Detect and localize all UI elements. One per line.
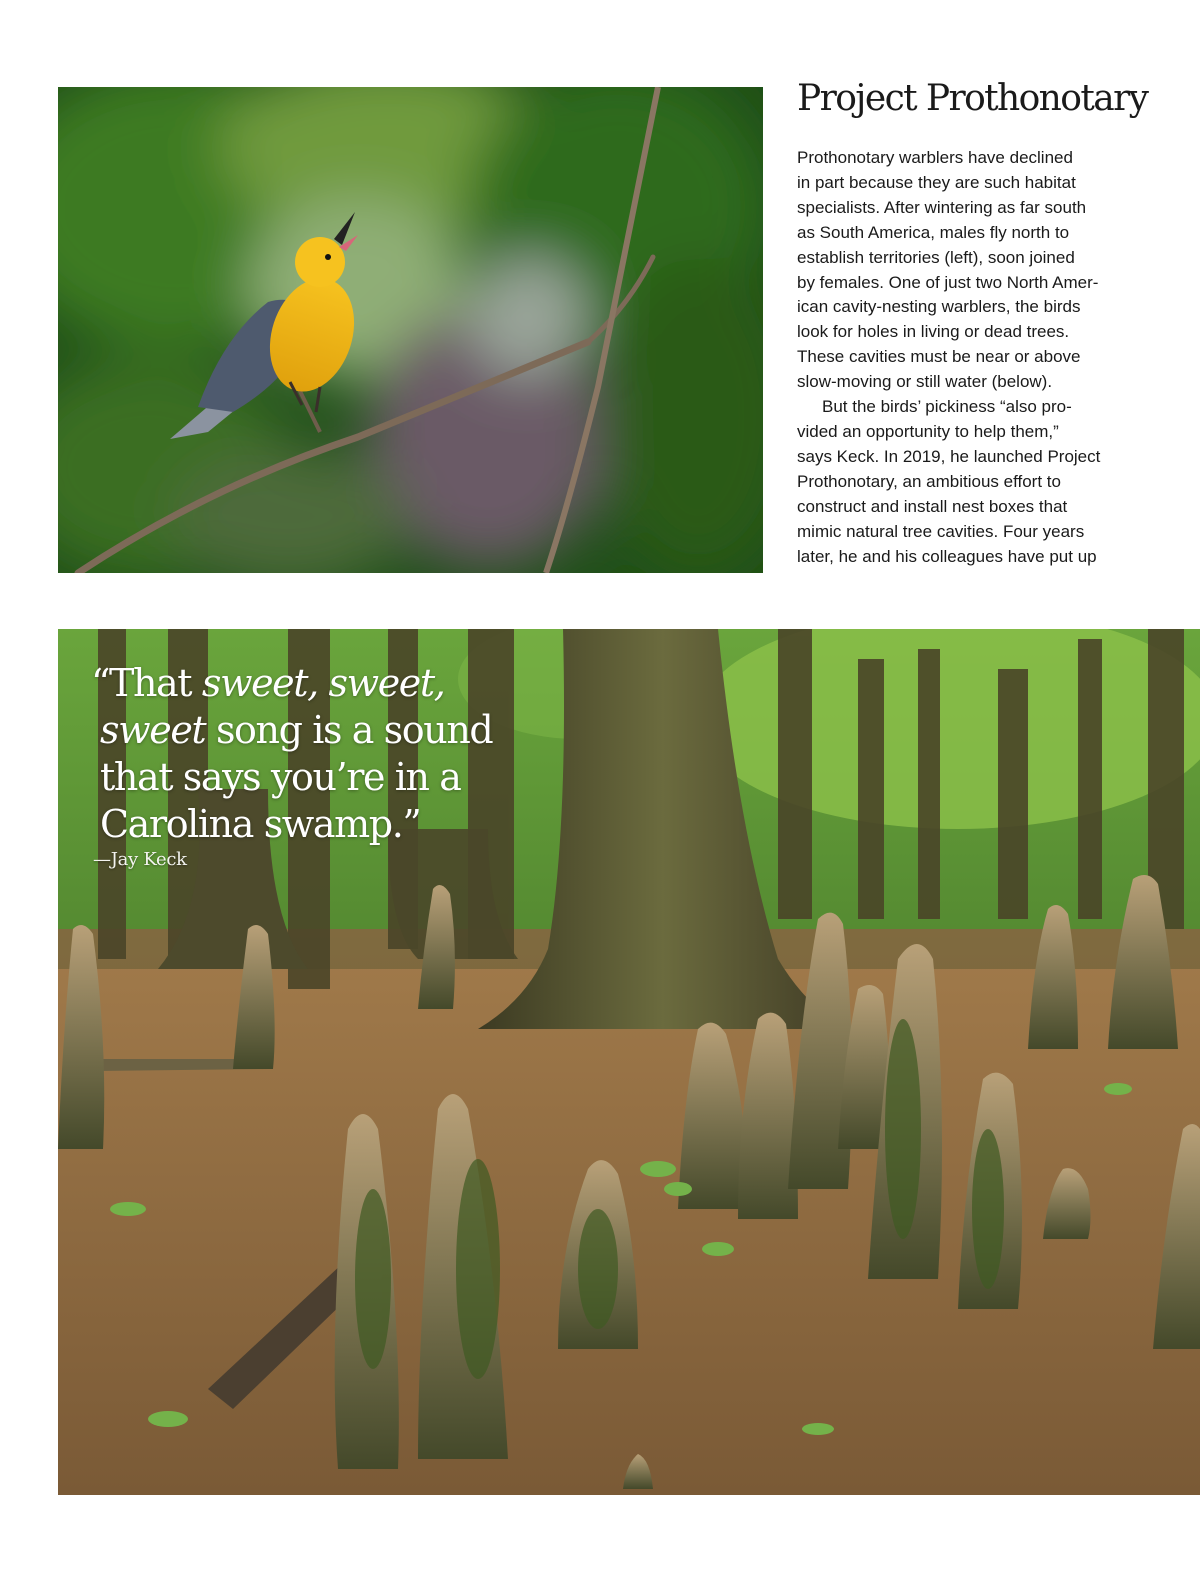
body-line: as South America, males fly north to <box>797 222 1070 242</box>
body-line: But the birds’ pickiness “also pro- <box>822 397 1072 417</box>
body-line: ican cavity-nesting warblers, the birds <box>797 297 1081 317</box>
warbler-photo <box>58 87 763 573</box>
quote-text: “That <box>91 661 202 705</box>
quote-text: song is a sound <box>205 708 493 752</box>
body-line: Prothonotary, an ambitious effort to <box>797 471 1061 491</box>
body-line: establish territories (left), soon joined <box>797 247 1075 267</box>
quote-emphasis: sweet <box>100 708 206 752</box>
body-line: says Keck. In 2019, he launched Project <box>797 446 1101 466</box>
body-line: specialists. After wintering as far south <box>797 197 1087 217</box>
body-line: slow-moving or still water (below). <box>797 372 1053 392</box>
pull-quote <box>91 660 492 848</box>
body-line: look for holes in living or dead trees. <box>797 322 1070 342</box>
body-line: by females. One of just two North Amer- <box>797 272 1099 292</box>
quote-text: Carolina swamp.” <box>100 802 421 846</box>
body-line: in part because they are such habitat <box>797 172 1076 192</box>
body-line: Prothonotary warblers have declined <box>797 148 1073 167</box>
article-heading: Project Prothonotary <box>797 78 1148 119</box>
body-line: vided an opportunity to help them,” <box>797 421 1059 441</box>
body-line: mimic natural tree cavities. Four years <box>797 521 1085 541</box>
body-line: construct and install nest boxes that <box>797 496 1068 516</box>
quote-emphasis: sweet, sweet, <box>201 661 445 705</box>
body-line: later, he and his colleagues have put up <box>797 546 1097 566</box>
quote-text: that says you’re in a <box>100 755 461 799</box>
body-line: These cavities must be near or above <box>797 347 1081 367</box>
article-body <box>797 146 1127 569</box>
quote-attribution: —Jay Keck <box>93 849 187 870</box>
